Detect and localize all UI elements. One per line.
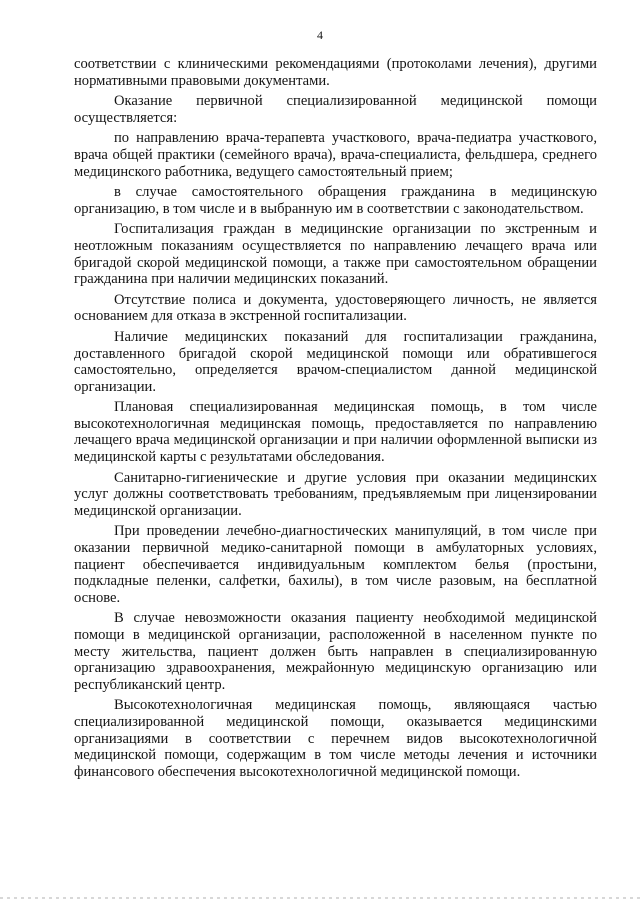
paragraph-self-referral: в случае самостоятельного обращения гражданина в медицинскую организацию, в том числе и в выбранную им в соответствии с законодательством.: [74, 184, 597, 217]
paragraph-medical-indications: Наличие медицинских показаний для госпитализации гражданина, доставленного бригадой скорой медицинской помощи или обратившегося самостоятельно, определяется врачом-специалистом данной медицинской организации.: [74, 328, 597, 395]
document-body: [74, 56, 597, 784]
paragraph-referral: по направлению врача-терапевта участкового, врача-педиатра участкового, врача общей практики (семейного врача), врача-специалиста, фельдшера, среднего медицинского работника, ведущего самостоятельный прием;: [74, 130, 597, 180]
paragraph-no-policy: Отсутствие полиса и документа, удостоверяющего личность, не является основанием для отказа в экстренной госпитализации.: [74, 291, 597, 325]
page-number: 4: [317, 28, 323, 42]
paragraph-continuation: соответствии с клиническими рекомендациями (протоколами лечения), другими нормативными правовыми документами.: [74, 56, 597, 89]
paragraph-planned-care: Плановая специализированная медицинская помощь, в том числе высокотехнологичная медицинская помощь, предоставляется по направлению лечащего врача медицинской организации и при наличии оформленной выписки из медицинской карты с результатами обследования.: [74, 399, 597, 466]
paragraph-referral-elsewhere: В случае невозможности оказания пациенту необходимой медицинской помощи в медицинской организации, расположенной в населенном пункте по месту жительства, пациент должен быть направлен в специализированную организацию здравоохранения, межрайонную медицинскую организацию или республиканский центр.: [74, 610, 597, 693]
scan-edge-artifact: [0, 897, 640, 899]
paragraph-primary-care-intro: Оказание первичной специализированной медицинской помощи осуществляется:: [74, 93, 597, 126]
paragraph-emergency-hospitalization: Госпитализация граждан в медицинские организации по экстренным и неотложным показаниям осуществляется по направлению лечащего врача или бригадой скорой медицинской помощи, а также при самостоятельном обращении гражданина при наличии медицинских показаний.: [74, 221, 597, 288]
paragraph-high-tech-care: Высокотехнологичная медицинская помощь, являющаяся частью специализированной медицинской помощи, оказывается медицинскими организациями в соответствии с перечнем видов высокотехнологичной медицинской помощи, содержащим в том числе методы лечения и источники финансового обеспечения высокотехнологичной медицинской помощи.: [74, 697, 597, 780]
paragraph-sanitary-conditions: Санитарно-гигиенические и другие условия при оказании медицинских услуг должны соответствовать требованиям, предъявляемым при лицензировании медицинской организации.: [74, 469, 597, 519]
paragraph-linen-kit: При проведении лечебно-диагностических манипуляций, в том числе при оказании первичной медико-санитарной помощи в амбулаторных условиях, пациент обеспечивается индивидуальным комплектом белья (простыни, подкладные пеленки, салфетки, бахилы), в том числе разовым, на бесплатной основе.: [74, 523, 597, 606]
